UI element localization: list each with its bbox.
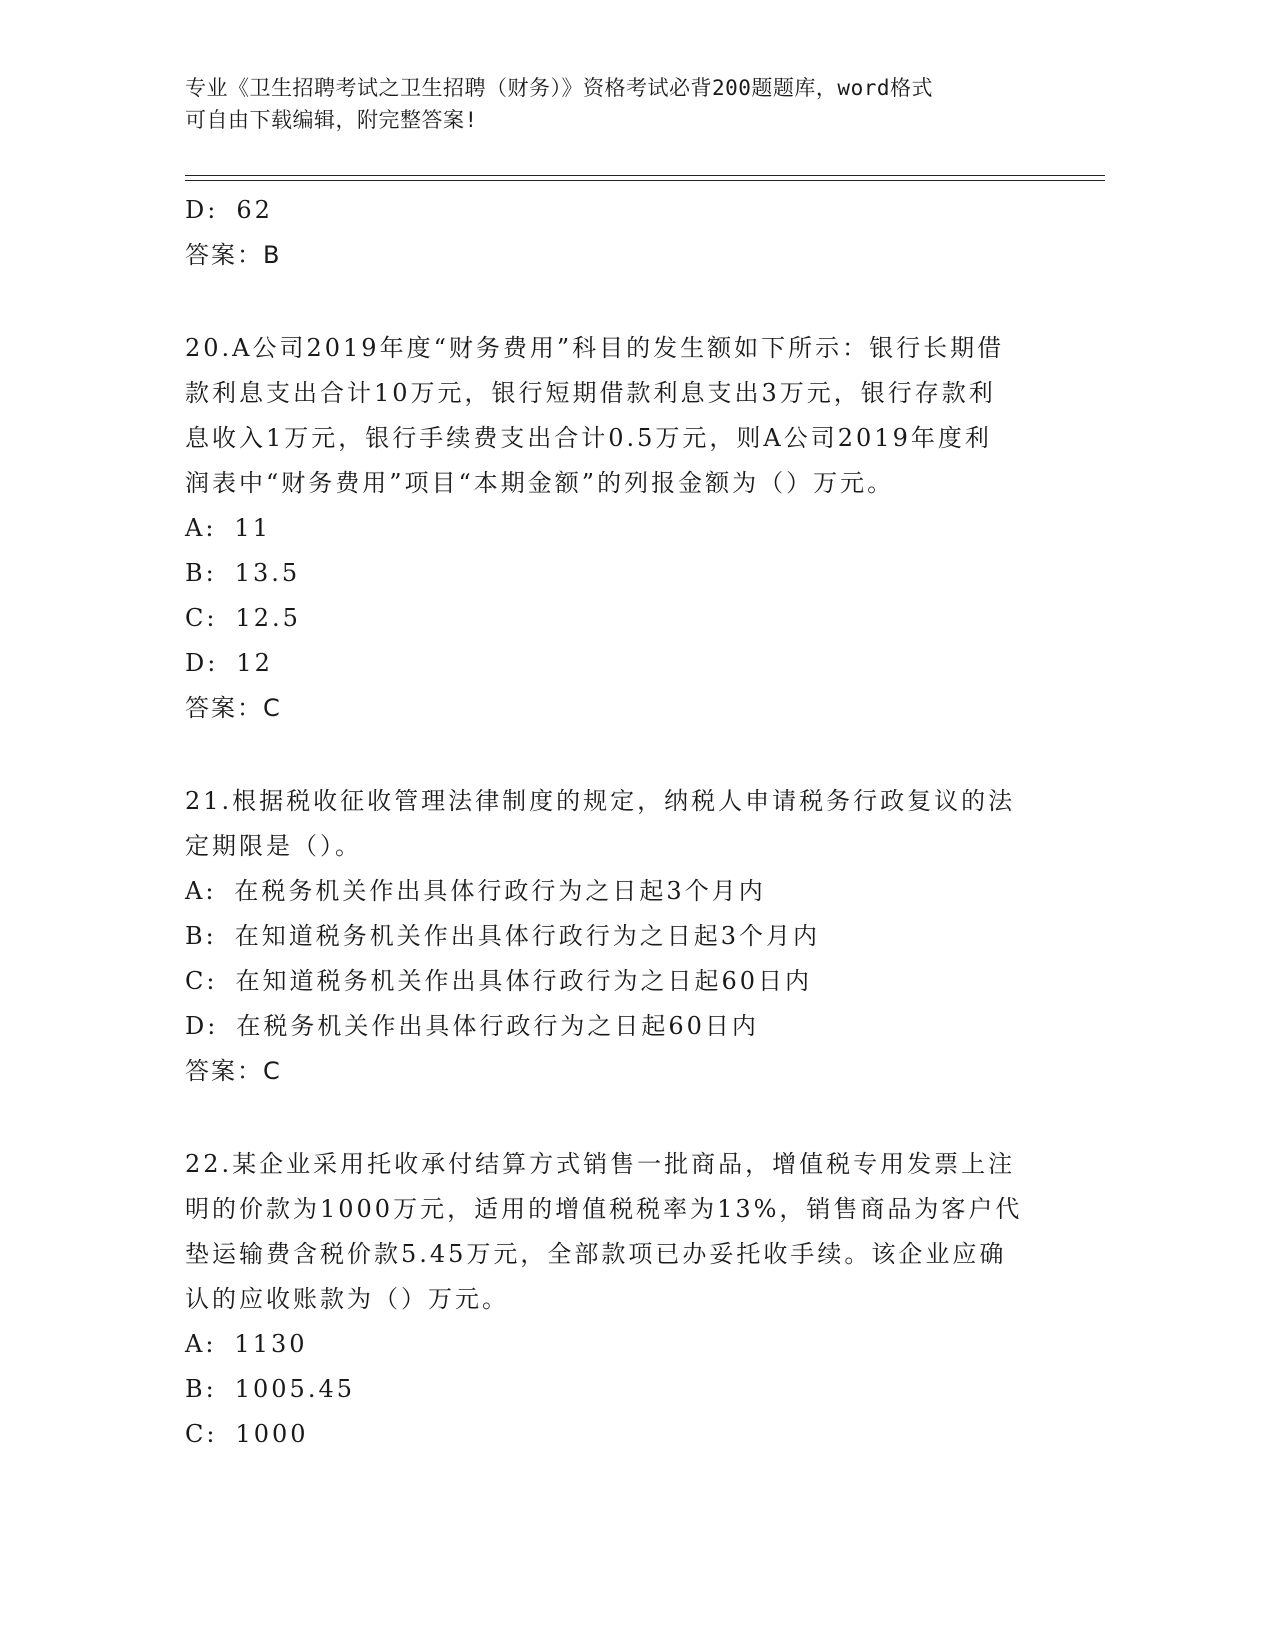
option-text: 在知道税务机关作出具体行政行为之日起60日内 [235,967,812,995]
option-c [185,596,1085,641]
option-line [185,188,1085,233]
stem-line: 明的价款为1000万元，适用的增值税税率为13%，销售商品为客户代 [185,1195,1023,1223]
option-letter: A: [185,514,217,542]
option-letter: D: [185,649,219,677]
option-letter: C: [185,1420,218,1448]
stem-line: 定期限是（）。 [185,832,362,860]
option-letter: B: [185,922,217,950]
stem-line: 款利息支出合计10万元，银行短期借款利息支出3万元，银行存款利 [185,379,996,407]
option-text: 11 [234,514,271,542]
option-text: 13.5 [234,559,301,587]
option-text: 在税务机关作出具体行政行为之日起3个月内 [234,877,766,905]
header-line-1: 专业《卫生招聘考试之卫生招聘（财务）》资格考试必背200题题库，word格式 [185,76,933,100]
option-text: 在税务机关作出具体行政行为之日起60日内 [236,1012,759,1040]
stem-line: 认的应收账款为（）万元。 [185,1285,509,1313]
stem-line: 润表中“财务费用”项目“本期金额”的列报金额为（）万元。 [185,469,895,497]
stem-line: 垫运输费含税价款5.45万元，全部款项已办妥托收手续。该企业应确 [185,1240,1007,1268]
option-a [185,869,1085,914]
option-letter: A: [185,1330,217,1358]
option-c [185,1412,1085,1457]
answer-line: 答案：B [185,241,282,269]
option-text: 1005.45 [234,1375,355,1403]
option-letter: A: [185,877,217,905]
answer-line: 答案：C [185,694,282,722]
question-content [185,188,1085,1457]
question-22 [185,1142,1085,1457]
question-stem [185,779,1045,869]
option-letter: B: [185,559,217,587]
option-b [185,1367,1085,1412]
option-text: 62 [236,196,273,224]
stem-line: 21.根据税收征收管理法律制度的规定，纳税人申请税务行政复议的法 [185,787,1016,815]
question-stem [185,326,1045,506]
option-text: 12.5 [235,604,301,632]
option-text: 1000 [235,1420,309,1448]
option-b [185,914,1085,959]
option-a [185,1322,1085,1367]
question-21 [185,779,1085,1094]
option-d [185,1004,1085,1049]
stem-line: 20.A公司2019年度“财务费用”科目的发生额如下所示：银行长期借 [185,334,1005,362]
option-letter: B: [185,1375,217,1403]
document-header [185,72,1065,136]
option-c [185,959,1085,1004]
option-b [185,551,1085,596]
question-20 [185,326,1085,731]
option-letter: C: [185,967,218,995]
option-a [185,506,1085,551]
option-letter: D: [185,1012,219,1040]
option-text: 在知道税务机关作出具体行政行为之日起3个月内 [234,922,821,950]
stem-line: 22.某企业采用托收承付结算方式销售一批商品，增值税专用发票上注 [185,1150,1016,1178]
option-d [185,641,1085,686]
question-stem [185,1142,1045,1322]
header-line-2: 可自由下载编辑，附完整答案! [185,108,478,132]
header-divider-top [185,175,1105,176]
header-divider-bottom [185,180,1105,181]
stem-line: 息收入1万元，银行手续费支出合计0.5万元，则A公司2019年度利 [185,424,992,452]
option-letter: D: [185,196,219,224]
answer-line: 答案：C [185,1057,282,1085]
option-text: 1130 [234,1330,308,1358]
prev-question [185,188,1085,278]
option-letter: C: [185,604,218,632]
option-text: 12 [236,649,273,677]
